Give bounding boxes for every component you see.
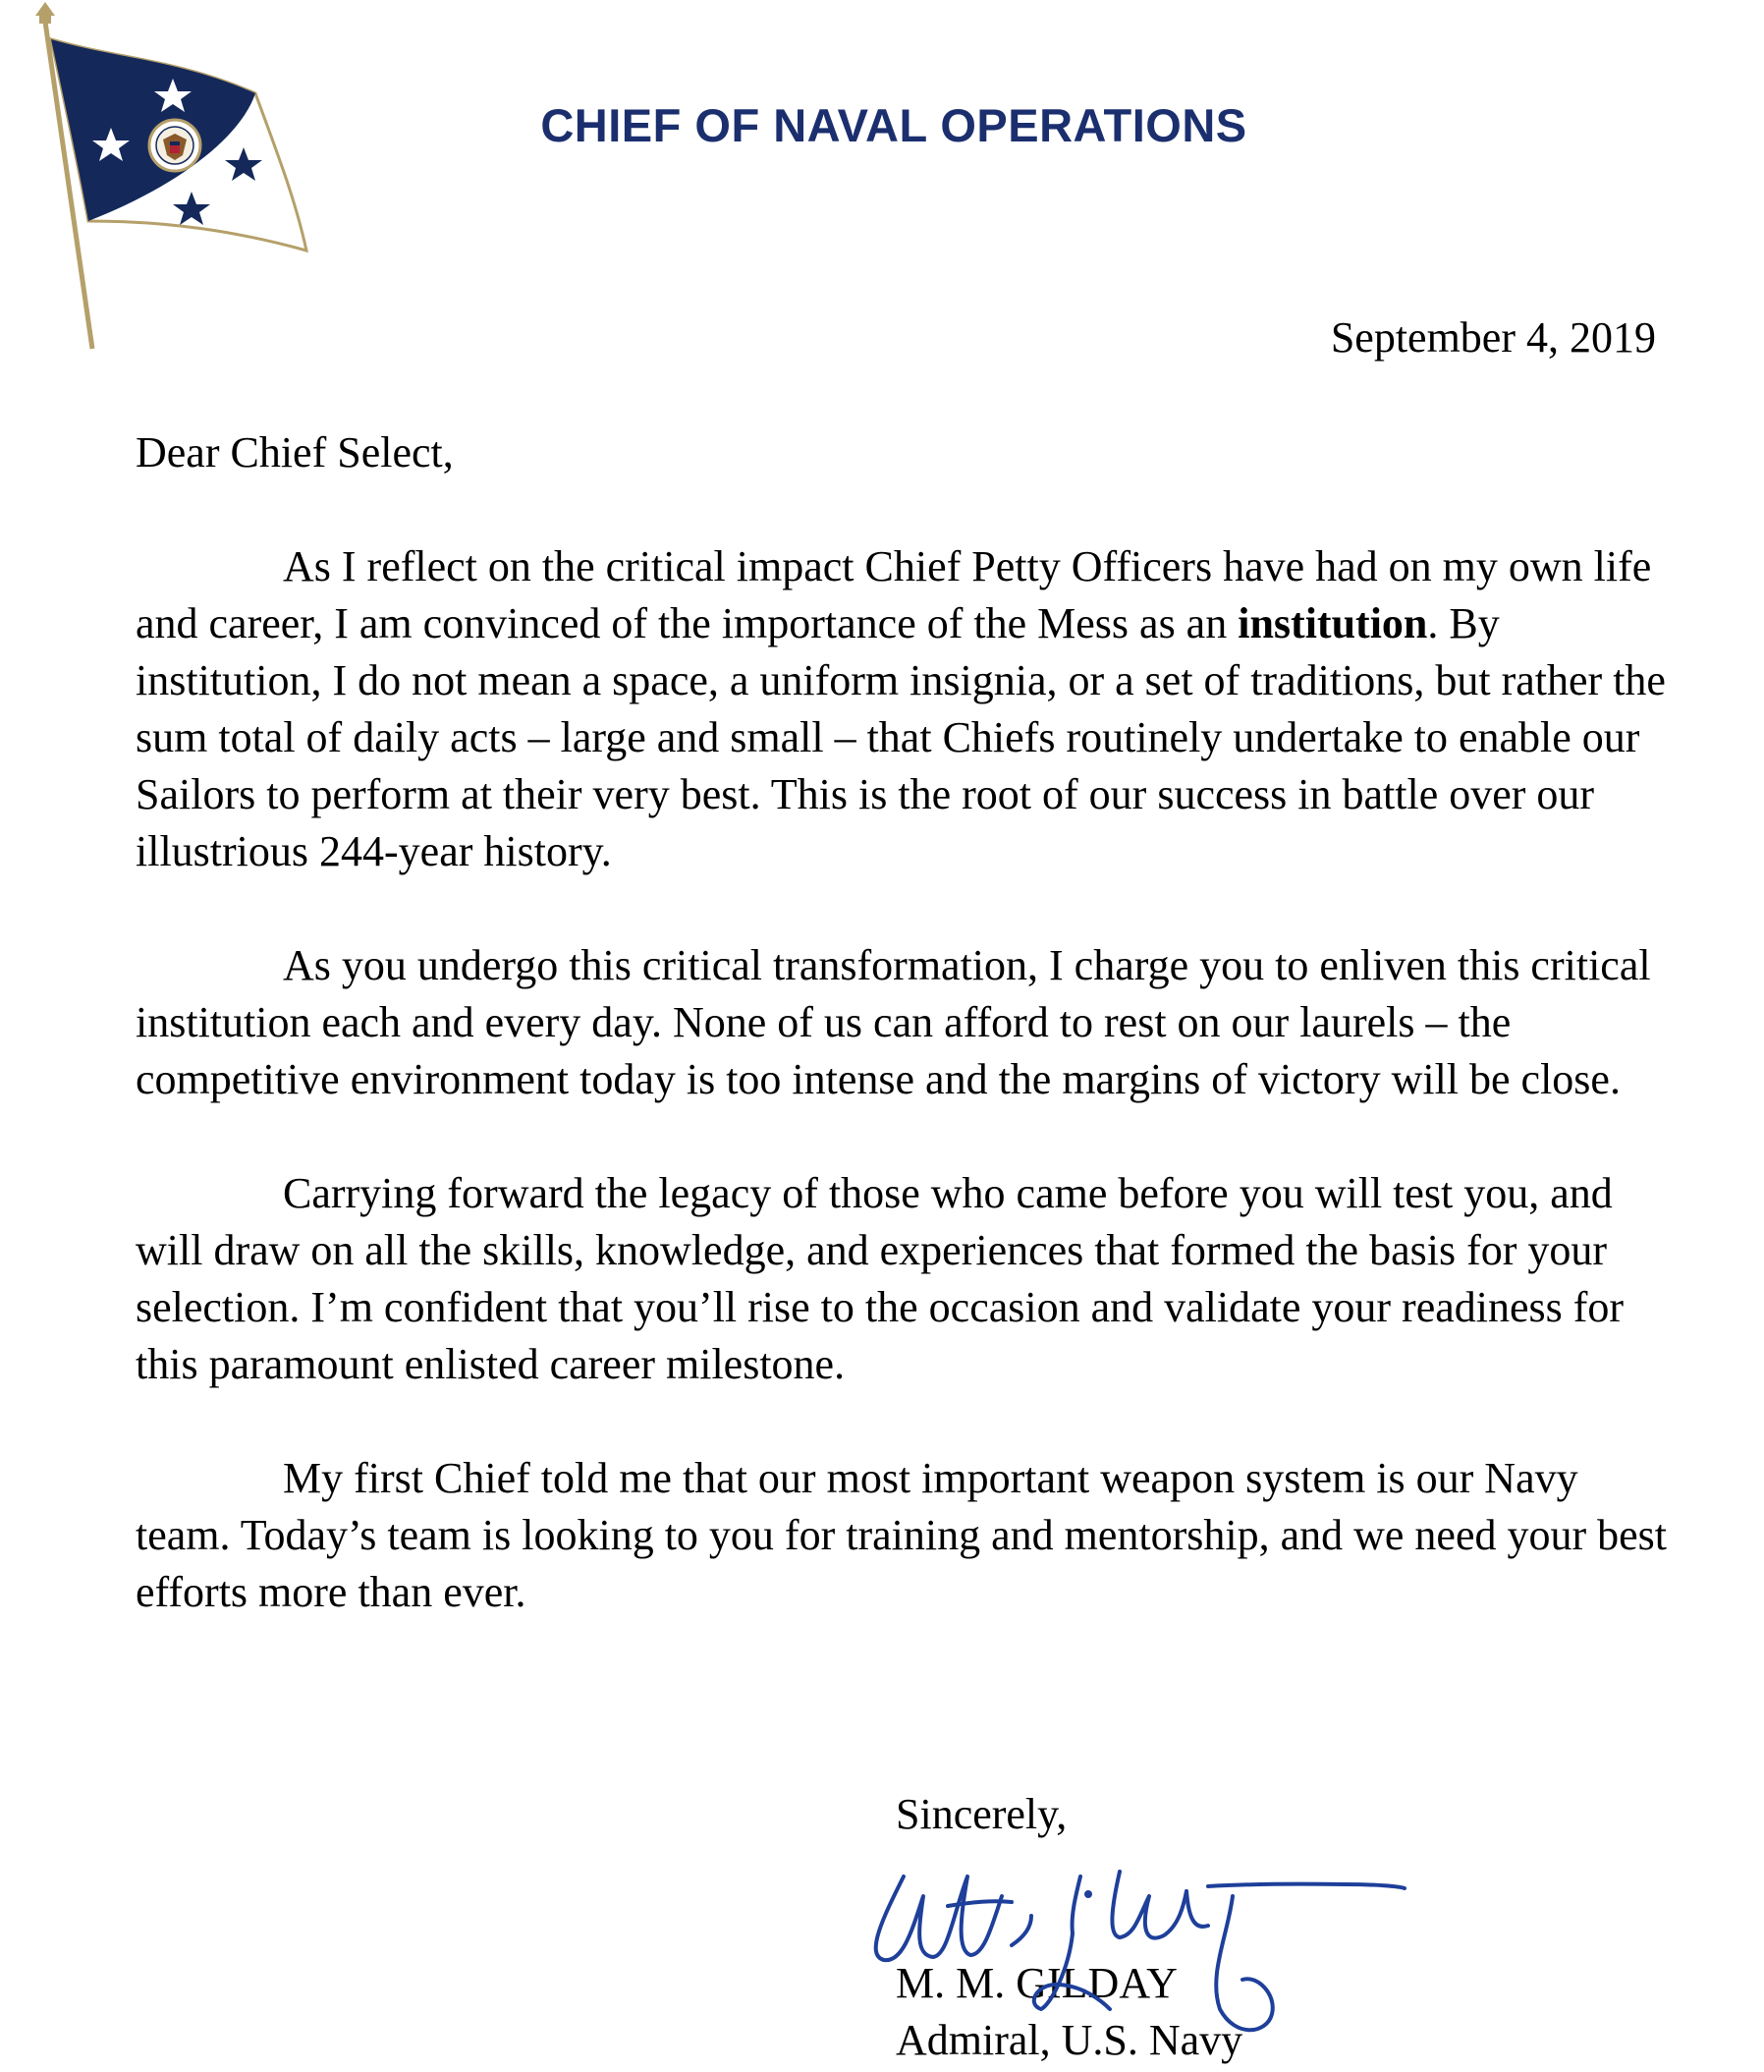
closing: Sincerely, [896, 1790, 1068, 1838]
cno-flag-icon [29, 0, 324, 354]
signature-block [896, 1955, 1242, 2069]
paragraph-3: Carrying forward the legacy of those who came before you will test you, and will draw on all the skills, knowledge, and experiences that formed the basis for your selection. I’m confident that you’ll rise to the occasion and validate your readiness for this paramount enlisted career milestone. [136, 1169, 1625, 1388]
letter-body [136, 424, 1668, 1678]
paragraph-4: My first Chief told me that our most important weapon system is our Navy team. Today’s team is looking to you for training and mentorship, and we need your best efforts more than ever. [136, 1454, 1668, 1616]
signer-title: Admiral, U.S. Navy [896, 2016, 1243, 2064]
paragraph-1 [136, 538, 1668, 880]
paragraph-2: As you undergo this critical transformation, I charge you to enliven this critical institution each and every day. None of us can afford to rest on our laurels – the competitive environment today is too intense and the margins of victory will be close. [136, 941, 1651, 1103]
paragraph-1-rest: . By institution, I do not mean a space, a uniform insignia, or a set of traditions, but rather the sum total of daily acts – large and small – that Chiefs routinely undertake to enable our Sailors to perform at their very best. This is the root of our success in battle over our illustrious 244-year history. [136, 599, 1666, 875]
letter-date: September 4, 2019 [1330, 313, 1656, 362]
salutation: Dear Chief Select, [136, 428, 454, 476]
signer-name: M. M. GILDAY [896, 1959, 1178, 2007]
paragraph-1-emphasis: institution [1238, 599, 1428, 647]
paragraph-1-start: As I reflect on the critical impact Chief Petty Officers have had on my own life and career, I am convinced of the importance of the Mess as an [136, 542, 1652, 647]
letterhead-title: CHIEF OF NAVAL OPERATIONS [540, 99, 1247, 151]
